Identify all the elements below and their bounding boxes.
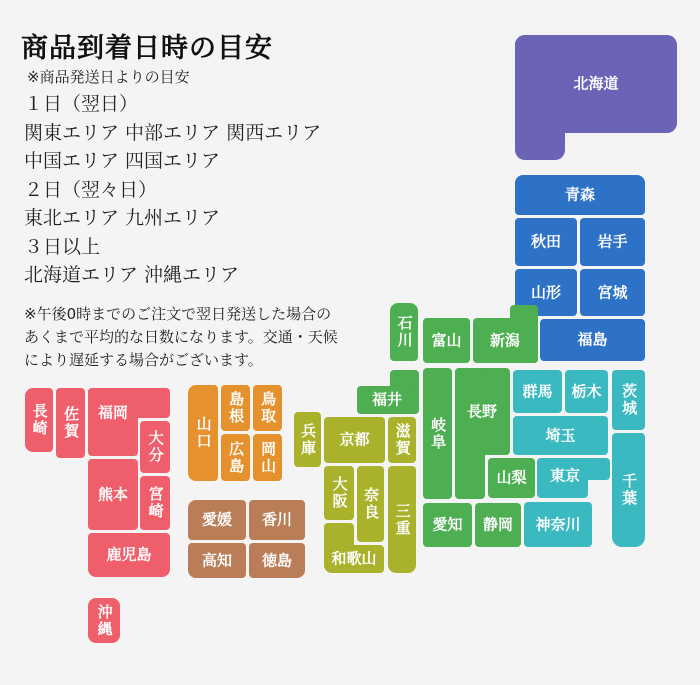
- fukushima-label: 福島: [577, 330, 608, 349]
- gifu-label: 岐阜: [429, 416, 448, 451]
- kagawa-label: 香川: [261, 510, 293, 529]
- toyama-label: 富山: [431, 330, 462, 349]
- hiroshima-label: 広島: [227, 440, 246, 475]
- guide-line-days-1: １日（翌日）: [24, 93, 139, 115]
- okayama-label: 岡山: [259, 440, 278, 475]
- guide-line-areas-1a: 関東エリア 中部エリア 関西エリア: [24, 121, 322, 144]
- fukui-label: 福井: [371, 390, 403, 409]
- osaka-label: 大阪: [330, 476, 349, 510]
- disclaimer-line-3: により遅延する場合がございます。: [24, 351, 263, 369]
- aomori-label: 青森: [564, 185, 596, 204]
- oita-label: 大分: [146, 430, 165, 464]
- kochi-label: 高知: [201, 550, 233, 569]
- nagasaki-label: 長崎: [30, 403, 49, 437]
- guide-line-areas-1b: 中国エリア 四国エリア: [24, 150, 221, 172]
- tottori-label: 鳥取: [259, 391, 278, 425]
- yamagata-label: 山形: [530, 282, 562, 301]
- disclaimer-line-2: あくまで平均的な日数になります。交通・天候: [24, 328, 338, 346]
- hokkaido-block: [515, 35, 565, 160]
- iwate-label: 岩手: [597, 232, 628, 251]
- kanagawa-label: 神奈川: [535, 514, 581, 533]
- nagano-block: [455, 368, 485, 499]
- mie-label: 三重: [393, 502, 412, 537]
- nagano-label: 長野: [466, 402, 498, 421]
- shimane-label: 島根: [227, 391, 246, 425]
- fukuoka-label: 福岡: [97, 403, 129, 422]
- disclaimer-line-1: ※午後0時までのご注文で翌日発送した場合の: [24, 305, 332, 323]
- guide-line-areas-3: 北海道エリア 沖縄エリア: [24, 264, 240, 286]
- aichi-label: 愛知: [432, 515, 463, 534]
- page-title: 商品到着日時の目安: [21, 33, 273, 64]
- hokkaido-label: 北海道: [573, 74, 619, 93]
- kumamoto-label: 熊本: [97, 484, 129, 503]
- ishikawa-label: 石川: [395, 315, 414, 349]
- tokushima-label: 徳島: [261, 550, 293, 569]
- shipping-note: ※商品発送日よりの目安: [27, 68, 190, 86]
- hyogo-label: 兵庫: [299, 422, 318, 457]
- shizuoka-label: 静岡: [482, 515, 514, 534]
- guide-line-areas-2: 東北エリア 九州エリア: [24, 207, 221, 229]
- wakayama-label: 和歌山: [331, 549, 377, 568]
- shiga-label: 滋賀: [393, 423, 412, 457]
- miyagi-label: 宮城: [597, 282, 628, 301]
- saga-label: 佐賀: [62, 406, 81, 440]
- niigata-label: 新潟: [489, 331, 521, 350]
- kagoshima-label: 鹿児島: [106, 545, 152, 564]
- kyoto-label: 京都: [339, 430, 370, 449]
- nara-label: 奈良: [362, 487, 381, 521]
- chiba-label: 千葉: [620, 473, 639, 507]
- guide-line-days-3: ３日以上: [24, 235, 101, 258]
- guide-line-days-2: ２日（翌々日）: [24, 178, 158, 201]
- yamanashi-label: 山梨: [496, 468, 527, 487]
- tochigi-label: 栃木: [571, 381, 602, 400]
- ehime-label: 愛媛: [201, 510, 233, 529]
- okinawa-label: 沖縄: [95, 603, 114, 638]
- fukuoka-block: [88, 388, 138, 456]
- ibaraki-label: 茨城: [620, 383, 639, 417]
- miyazaki-label: 宮崎: [146, 486, 165, 520]
- gunma-label: 群馬: [522, 381, 553, 400]
- akita-label: 秋田: [530, 232, 562, 251]
- saitama-label: 埼玉: [545, 425, 576, 444]
- tokyo-label: 東京: [549, 466, 581, 485]
- yamaguchi-label: 山口: [194, 416, 213, 450]
